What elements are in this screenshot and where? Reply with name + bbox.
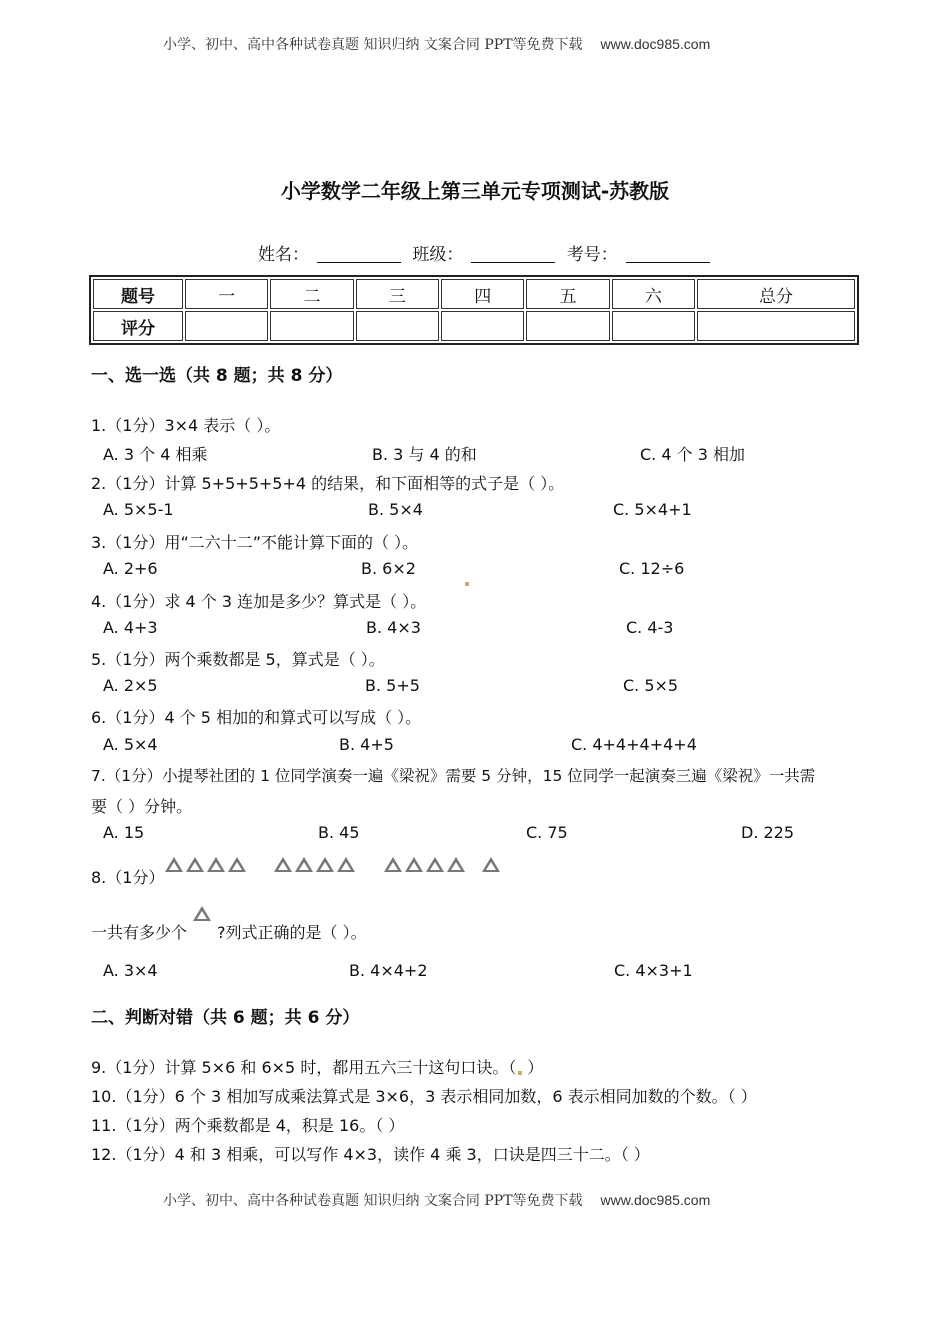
question-5-stem: 5.（1分）两个乘数都是 5，算式是（ ）。 — [91, 650, 385, 669]
question-3-option-c[interactable]: C. 12÷6 — [619, 559, 685, 578]
triangle-icon — [337, 857, 355, 872]
triangle-icon — [274, 857, 292, 872]
score-header-cell: 五 — [526, 279, 609, 309]
question-11-stem: 11.（1分）两个乘数都是 4，积是 16。（ ） — [91, 1116, 405, 1135]
footer-url[interactable]: www.doc985.com — [600, 1192, 711, 1208]
score-header-cell: 一 — [185, 279, 268, 309]
question-10-stem: 10.（1分）6 个 3 相加写成乘法算式是 3×6，3 表示相同加数，6 表示相同加数的个数。（ ） — [91, 1087, 757, 1106]
page-footer — [163, 1190, 710, 1210]
score-header-cell: 六 — [612, 279, 695, 309]
triangle-icon — [426, 857, 444, 872]
score-cell[interactable] — [441, 311, 524, 341]
triangle-icon — [316, 857, 334, 872]
triangle-group-2 — [274, 857, 358, 876]
question-1-option-a[interactable]: A. 3 个 4 相乘 — [103, 445, 208, 464]
exam-blank[interactable] — [626, 245, 710, 263]
question-9-text: 9.（1分）计算 5×6 和 6×5 时，都用五六三十这句口诀。（ — [91, 1058, 517, 1077]
question-8-stem-continued — [91, 920, 367, 943]
question-7-stem-continued: 要（ ）分钟。 — [91, 797, 193, 816]
footer-text: 小学、初中、高中各种试卷真题 知识归纳 文案合同 PPT等免费下载 — [163, 1193, 583, 1209]
class-label: 班级： — [412, 245, 464, 265]
question-1-option-c[interactable]: C. 4 个 3 相加 — [640, 445, 745, 464]
triangle-single — [482, 857, 503, 876]
triangle-icon — [186, 857, 204, 872]
question-5-option-c[interactable]: C. 5×5 — [623, 676, 679, 695]
question-7-option-a[interactable]: A. 15 — [103, 823, 145, 842]
triangle-icon — [207, 857, 225, 872]
question-12-stem: 12.（1分）4 和 3 相乘，可以写作 4×3，读作 4 乘 3，口诀是四三十二。（ ） — [91, 1145, 650, 1164]
triangle-group-3 — [384, 857, 468, 876]
question-2-option-c[interactable]: C. 5×4+1 — [613, 500, 692, 519]
score-row-label: 评分 — [93, 311, 183, 341]
question-7-stem: 7.（1分）小提琴社团的 1 位同学演奏一遍《梁祝》需要 5 分钟，15 位同学一起演奏三遍《梁祝》一共需 — [91, 767, 816, 785]
question-1-option-b[interactable]: B. 3 与 4 的和 — [372, 445, 477, 464]
question-7-option-c[interactable]: C. 75 — [526, 823, 568, 842]
triangle-icon — [447, 857, 465, 872]
score-cell[interactable] — [526, 311, 609, 341]
score-cell[interactable] — [270, 311, 353, 341]
triangle-group-1 — [165, 857, 249, 876]
page-header — [163, 34, 710, 54]
question-5-option-b[interactable]: B. 5+5 — [365, 676, 420, 695]
score-cell[interactable] — [612, 311, 695, 341]
question-7-option-d[interactable]: D. 225 — [741, 823, 795, 842]
score-header-cell: 二 — [270, 279, 353, 309]
scan-speck — [465, 571, 469, 590]
triangle-icon — [384, 857, 402, 872]
score-table-header-row — [93, 279, 855, 309]
question-8-stem: 8.（1分） — [91, 868, 165, 887]
score-table — [89, 275, 859, 345]
class-blank[interactable] — [471, 245, 555, 263]
score-header-cell: 四 — [441, 279, 524, 309]
question-6-option-a[interactable]: A. 5×4 — [103, 735, 158, 754]
triangle-icon — [165, 857, 183, 872]
page-title: 小学数学二年级上第三单元专项测试-苏教版 — [280, 179, 670, 203]
triangle-icon — [228, 857, 246, 872]
question-7-option-b[interactable]: B. 45 — [318, 823, 360, 842]
question-5-option-a[interactable]: A. 2×5 — [103, 676, 158, 695]
student-info — [258, 240, 716, 265]
score-header-cell: 题号 — [93, 279, 183, 309]
question-2-option-a[interactable]: A. 5×5-1 — [103, 500, 174, 519]
exam-label: 考号： — [566, 245, 618, 265]
question-3-stem: 3.（1分）用“二六十二”不能计算下面的（ ）。 — [91, 533, 419, 552]
question-8-option-a[interactable]: A. 3×4 — [103, 961, 158, 980]
name-blank[interactable] — [317, 245, 401, 263]
question-4-option-c[interactable]: C. 4-3 — [626, 618, 674, 637]
header-url[interactable]: www.doc985.com — [600, 36, 711, 52]
question-3-option-b[interactable]: B. 6×2 — [361, 559, 416, 578]
question-9-stem — [91, 1055, 543, 1078]
question-2-stem: 2.（1分）计算 5+5+5+5+4 的结果，和下面相等的式子是（ ）。 — [91, 474, 565, 493]
score-table-score-row — [93, 311, 855, 341]
triangle-inline — [187, 920, 217, 940]
triangle-icon — [295, 857, 313, 872]
question-8-option-c[interactable]: C. 4×3+1 — [614, 961, 693, 980]
triangle-icon — [193, 906, 211, 921]
triangle-icon — [482, 857, 500, 872]
triangle-icon — [405, 857, 423, 872]
section-1-title: 一、选一选（共 8 题；共 8 分） — [91, 366, 343, 386]
question-8-stem-part-a: 一共有多少个 — [91, 923, 188, 942]
question-2-option-b[interactable]: B. 5×4 — [368, 500, 423, 519]
question-6-stem: 6.（1分）4 个 5 相加的和算式可以写成（ ）。 — [91, 708, 422, 727]
score-cell[interactable] — [356, 311, 439, 341]
question-8-option-b[interactable]: B. 4×4+2 — [349, 961, 428, 980]
name-label: 姓名： — [258, 245, 309, 265]
question-8-stem-part-b: ?列式正确的是（ ）。 — [217, 923, 367, 942]
header-text: 小学、初中、高中各种试卷真题 知识归纳 文案合同 PPT等免费下载 — [163, 37, 583, 53]
score-header-cell: 总分 — [697, 279, 855, 309]
question-6-option-c[interactable]: C. 4+4+4+4+4 — [571, 735, 697, 754]
question-4-option-b[interactable]: B. 4×3 — [366, 618, 421, 637]
score-cell[interactable] — [185, 311, 268, 341]
question-1-stem: 1.（1分）3×4 表示（ ）。 — [91, 416, 281, 435]
score-cell[interactable] — [697, 311, 855, 341]
question-4-stem: 4.（1分）求 4 个 3 连加是多少？算式是（ ）。 — [91, 592, 427, 611]
question-4-option-a[interactable]: A. 4+3 — [103, 618, 158, 637]
score-header-cell: 三 — [356, 279, 439, 309]
section-2-title: 二、判断对错（共 6 题；共 6 分） — [91, 1008, 360, 1028]
question-9-close: ） — [522, 1058, 544, 1077]
question-6-option-b[interactable]: B. 4+5 — [339, 735, 394, 754]
question-3-option-a[interactable]: A. 2+6 — [103, 559, 158, 578]
